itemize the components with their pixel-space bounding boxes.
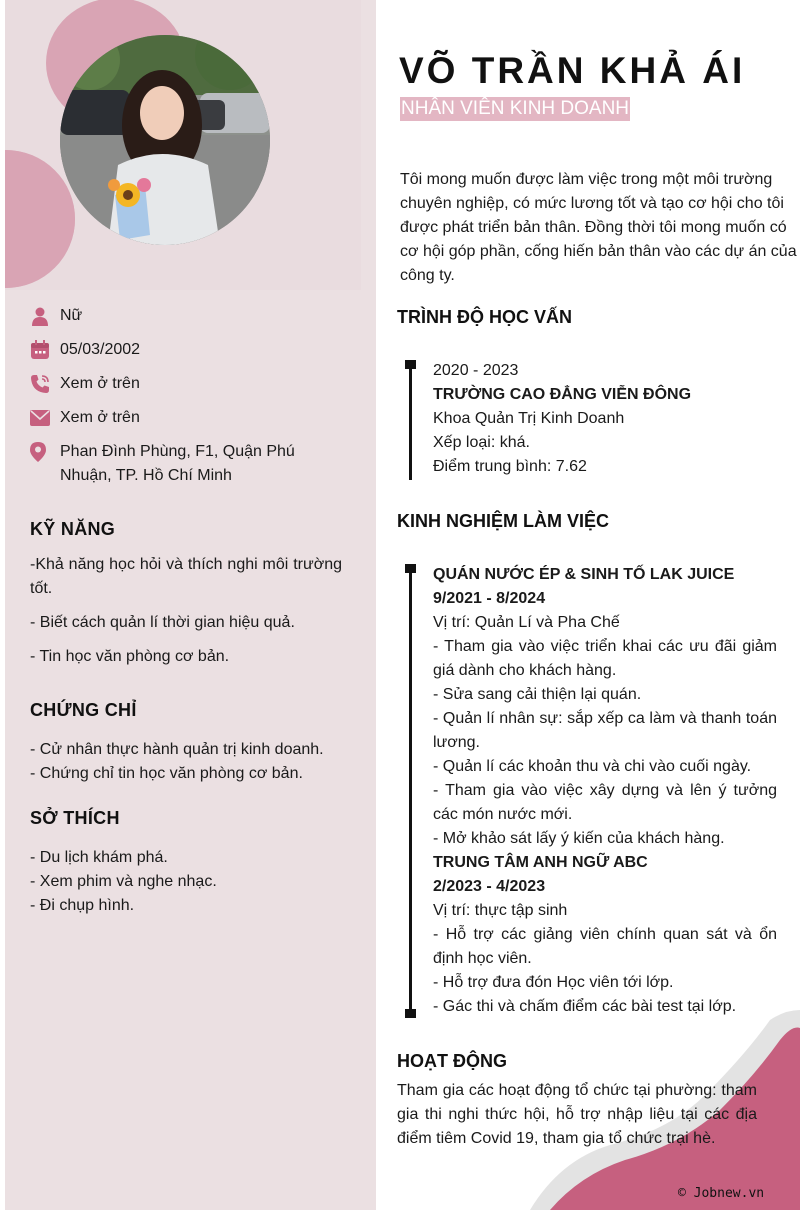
education-period: 2020 - 2023 — [433, 362, 519, 379]
photo-block — [5, 0, 361, 290]
address-text: Phan Đình Phùng, F1, Quận Phú Nhuận, TP. Hồ Chí Minh — [60, 443, 295, 484]
gpa: Điểm trung bình: 7.62 — [433, 458, 587, 475]
phone-icon — [30, 372, 60, 396]
contact-address — [30, 440, 330, 488]
sidebar — [5, 0, 376, 1210]
contact-gender — [30, 304, 330, 328]
person-icon — [30, 304, 60, 328]
email-text: Xem ở trên — [60, 409, 140, 426]
mail-icon — [30, 406, 60, 430]
experience-title: KINH NGHIỆM LÀM VIỆC — [397, 511, 610, 531]
job-task: - Mở khảo sát lấy ý kiến của khách hàng. — [433, 830, 725, 847]
job-task: - Hỗ trợ đưa đón Học viên tới lớp. — [433, 974, 674, 991]
contact-phone — [30, 372, 330, 396]
calendar-icon — [30, 338, 60, 362]
job-task: - Tham gia vào việc triển khai các ưu đãi giảm giá dành cho khách hàng. — [433, 638, 777, 679]
job-task: - Hỗ trợ các giảng viên chính quan sát và ổn định học viên. — [433, 926, 777, 967]
contact-email — [30, 406, 330, 430]
job-task: - Tham gia vào việc xây dựng và lên ý tưởng các món nước mới. — [433, 782, 777, 823]
job-position: Vị trí: thực tập sinh — [433, 902, 568, 919]
job-task: - Sửa sang cải thiện lại quán. — [433, 686, 642, 703]
contact-birthday — [30, 338, 330, 362]
phone-text: Xem ở trên — [60, 375, 140, 392]
profile-photo-illustration — [60, 35, 270, 245]
birthday-text: 05/03/2002 — [60, 341, 141, 358]
faculty: Khoa Quản Trị Kinh Doanh — [433, 410, 625, 427]
hobby-item: - Đi chụp hình. — [30, 897, 135, 914]
school-name: TRƯỜNG CAO ĐẲNG VIỄN ĐÔNG — [433, 386, 692, 403]
timeline-line — [409, 364, 412, 480]
career-objective: Tôi mong muốn được làm việc trong một môi trường chuyên nghiệp, có mức lương tốt và tạo cơ hội cho tôi được phát triển bản thân. Đồng thời tôi mong muốn có cơ hội góp phần, cống hiến bản thân vào các dự án của công ty. — [400, 171, 797, 284]
candidate-name: VÕ TRẦN KHẢ ÁI — [399, 50, 746, 91]
job-position: Vị trí: Quản Lí và Pha Chế — [433, 614, 620, 631]
rank: Xếp loại: khá. — [433, 434, 530, 451]
job-task: - Quản lí các khoản thu và chi vào cuối ngày. — [433, 758, 752, 775]
experience-entries — [433, 563, 777, 1019]
certificate-item: - Cử nhân thực hành quản trị kinh doanh. — [30, 741, 324, 758]
timeline-cap-bottom — [405, 1009, 416, 1018]
job-task: - Quản lí nhân sự: sắp xếp ca làm và thanh toán lương. — [433, 710, 777, 751]
company-name: QUÁN NƯỚC ÉP & SINH TỐ LAK JUICE — [433, 566, 735, 583]
skills-title: KỸ NĂNG — [30, 519, 116, 539]
profile-photo — [60, 35, 270, 245]
certificate-item: - Chứng chỉ tin học văn phòng cơ bản. — [30, 765, 303, 782]
skills-section — [30, 519, 342, 669]
job-task: - Gác thi và chấm điểm các bài test tại lớp. — [433, 998, 737, 1015]
job-period: 9/2021 - 8/2024 — [433, 590, 546, 607]
location-pin-icon — [30, 440, 60, 464]
certificates-title: CHỨNG CHỈ — [30, 700, 137, 720]
skill-item: -Khả năng học hỏi và thích nghi môi trường tốt. — [30, 556, 342, 597]
hobby-item: - Du lịch khám phá. — [30, 849, 168, 866]
contact-info — [30, 304, 330, 498]
education-entry — [433, 359, 777, 479]
hobby-item: - Xem phim và nghe nhạc. — [30, 873, 217, 890]
activities-title: HOẠT ĐỘNG — [397, 1051, 507, 1071]
skill-item: - Biết cách quản lí thời gian hiệu quả. — [30, 614, 295, 631]
job-title: NHÂN VIÊN KINH DOANH — [401, 98, 630, 119]
job-period: 2/2023 - 4/2023 — [433, 878, 546, 895]
timeline-line — [409, 568, 412, 1014]
hobbies-section — [30, 808, 342, 918]
activities-text: Tham gia các hoạt động tổ chức tại phường: tham gia thi nghi thức hội, hỗ trợ nhập liệu tại các địa điểm tiêm Covid 19, tham gia tổ chức trại hè. — [397, 1082, 757, 1147]
certificates-section — [30, 700, 342, 786]
hobbies-title: SỞ THÍCH — [30, 808, 120, 828]
gender-text: Nữ — [60, 307, 83, 324]
footer-credit: © Jobnew.vn — [678, 1186, 765, 1201]
skill-item: - Tin học văn phòng cơ bản. — [30, 648, 230, 665]
education-title: TRÌNH ĐỘ HỌC VẤN — [397, 307, 572, 327]
company-name: TRUNG TÂM ANH NGỮ ABC — [433, 854, 648, 871]
